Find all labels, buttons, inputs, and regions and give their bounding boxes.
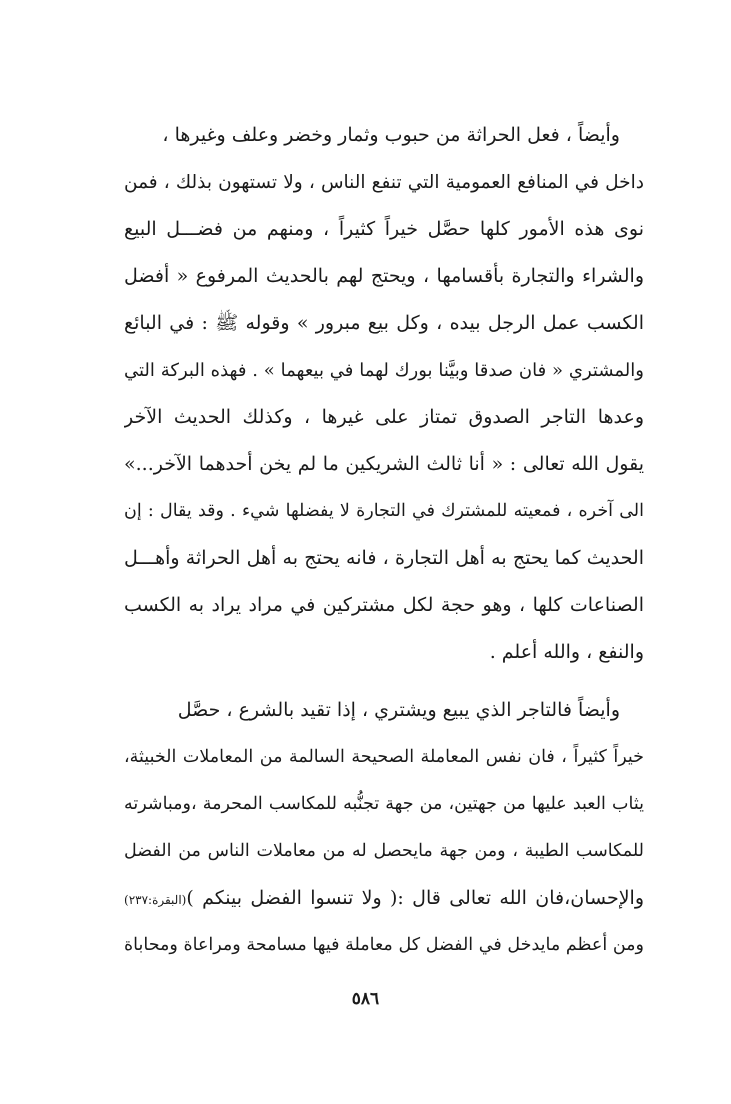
- text-line: وأيضاً فالتاجر الذي يبيع ويشتري ، إذا تقيد بالشرع ، حصَّل: [177, 699, 620, 721]
- quran-reference: (البقرة:٢٣٧): [124, 893, 187, 907]
- text-line: وعدها التاجر الصدوق تمتاز على غيرها ، وكذلك الحديث الآخر: [124, 406, 644, 428]
- page-number: ٥٨٦: [351, 989, 380, 1009]
- text-line: للمكاسب الطيبة ، ومن جهة مايحصل له من معاملات الناس من الفضل: [124, 841, 644, 861]
- text-line: داخل في المنافع العمومية التي تنفع الناس ، ولا تستهون بذلك ، فمن: [124, 172, 644, 193]
- paragraph-2: [124, 687, 644, 969]
- text-line: وأيضاً ، فعل الحراثة من حبوب وثمار وخضر وعلف وغيرها ،: [162, 124, 620, 146]
- text-line: الحديث كما يحتج به أهل التجارة ، فانه يحتج به أهل الحراثة وأهـــل: [124, 547, 644, 569]
- text-line: ومن أعظم مايدخل في الفضل كل معاملة فيها مسامحة ومراعاة ومحاباة: [124, 935, 644, 955]
- text-line: والمشتري « فان صدقا وبيَّنا بورك لهما في بيعهما » . فهذه البركة التي: [124, 360, 644, 381]
- text-line: والإحسان،فان الله تعالى قال :( ولا تنسوا الفضل بينكم ): [186, 887, 644, 909]
- text-line: الكسب عمل الرجل بيده ، وكل بيع مبرور » وقوله ﷺ : في البائع: [124, 312, 644, 334]
- text-line: خيراً كثيراً ، فان نفس المعاملة الصحيحة السالمة من المعاملات الخبيثة،: [124, 747, 644, 767]
- quran-quote-line: [124, 875, 644, 922]
- text-line: والنفع ، والله أعلم .: [489, 641, 644, 663]
- text-line: الى آخره ، فمعيته للمشترك في التجارة لا يفضلها شيء . وقد يقال : إن: [124, 501, 644, 521]
- text-line: نوى هذه الأمور كلها حصَّل خيراً كثيراً ، ومنهم من فضـــل البيع: [124, 218, 644, 240]
- text-line: والشراء والتجارة بأقسامها ، ويحتج لهم بالحديث المرفوع « أفضل: [124, 265, 644, 287]
- text-line: الصناعات كلها ، وهو حجة لكل مشتركين في مراد يراد به الكسب: [124, 594, 644, 616]
- paragraph-1: [124, 112, 644, 676]
- text-line: يقول الله تعالى : « أنا ثالث الشريكين ما لم يخن أحدهما الآخر...»: [124, 453, 644, 475]
- text-line: يثاب العبد عليها من جهتين، من جهة تجنُّبه للمكاسب المحرمة ،ومباشرته: [124, 794, 644, 814]
